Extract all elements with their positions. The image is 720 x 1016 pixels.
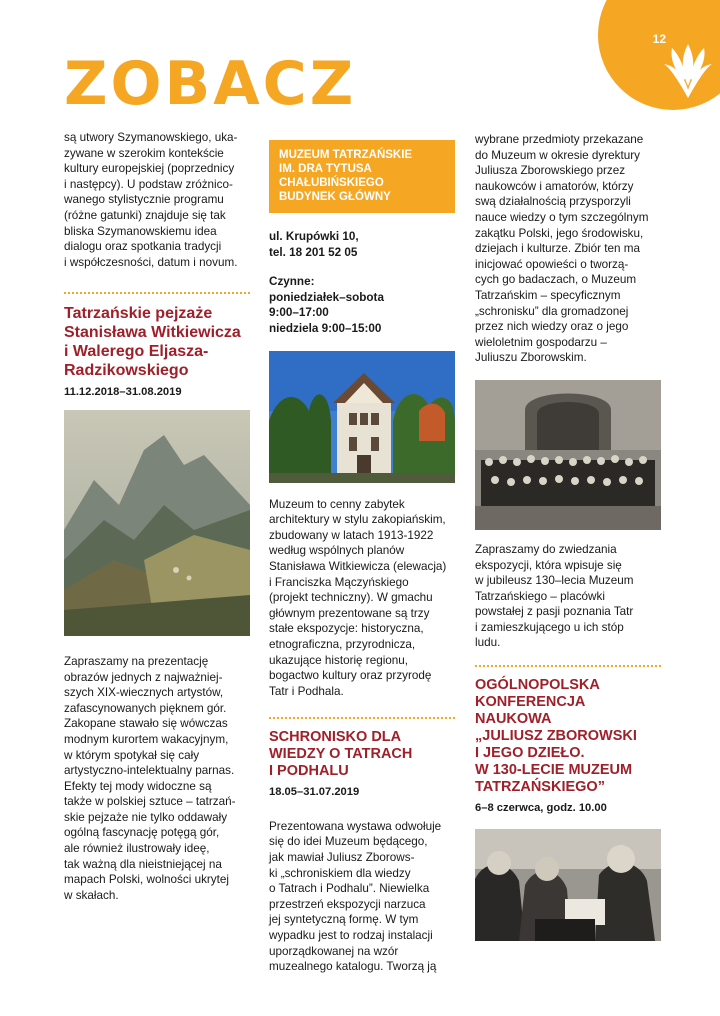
mountain-painting-image xyxy=(64,410,250,636)
dotted-divider xyxy=(64,292,250,294)
section-dates: 11.12.2018–31.08.2019 xyxy=(64,386,182,399)
col2-body-text: Muzeum to cenny zabytek architektury w stylu zakopiańskim, zbudowany w latach 1913-1922 według wspólnych planów Stanisława Witkiewicza (elewacja) i Franciszka Mączyńskiego (projekt techniczny). W gmachu głównym prezentowane są trzy stałe ekspozycje: historyczna, etnograficzna, przyrodnicza, ukazujące historię regionu, bogactwo kultury oraz przyrodę Tatr i Podhala. xyxy=(269,497,447,698)
conference-photo-image xyxy=(475,829,661,941)
section-dates: 18.05–31.07.2019 xyxy=(269,786,360,799)
opening-hours: Czynne: poniedziałek–sobota 9:00–17:00 niedziela 9:00–15:00 xyxy=(269,275,384,335)
column-2 xyxy=(269,132,455,975)
section-title-pejzaze: Tatrzańskie pejzaże Stanisława Witkiewicza i Walerego Eljasza- Radzikowskiego xyxy=(64,305,241,380)
page-title: ZOBACZ xyxy=(64,49,357,119)
dotted-divider xyxy=(269,717,455,719)
museum-address: ul. Krupówki 10, tel. 18 201 52 05 xyxy=(269,230,359,259)
column-3 xyxy=(475,132,661,959)
dotted-divider xyxy=(475,665,661,667)
museum-name-box: MUZEUM TATRZAŃSKIE IM. DRA TYTUSA CHAŁUBIŃSKIEGO BUDYNEK GŁÓWNY xyxy=(269,140,455,213)
wheat-leaf-icon xyxy=(660,40,716,100)
col1-intro-text: są utwory Szymanowskiego, uka- zywane w szerokim kontekście kultury europejskiej (poprzednicy i następcy). U podstaw zróżnico- wanego stylistycznie programu (różne gatunki) znajduje się tak bliska Szymanowskiemu idea dialogu oraz spotkania tradycji i współczesności, datum i novum. xyxy=(64,131,238,269)
section-title-konferencja: OGÓLNOPOLSKA KONFERENCJA NAUKOWA „JULIUSZ ZBOROWSKI I JEGO DZIEŁO. W 130-LECIE MUZEUM TATRZAŃSKIEGO” xyxy=(475,677,637,796)
section-dates: 6–8 czerwca, godz. 10.00 xyxy=(475,802,607,815)
museum-building-image xyxy=(269,351,455,483)
page-number: 12 xyxy=(652,32,666,46)
col1-body-text: Zapraszamy na prezentację obrazów jednych z najważniej- szych XIX-wiecznych artystów, zafascynowanych pięknem gór. Zakopane stawało się wówczas modnym kurortem wakacyjnym, w którym spotykał się cały artystyczno-intelektualny parnas. Efekty tej mody widoczne są także w polskiej sztuce – tatrzań- skie pejzaże nie tylko oddawały ogólną fascynację potęgą gór, ale również ilustrowały ideę, tak ważną dla nieistniejącej na mapach Polski, wolności ukrytej w skałach. xyxy=(64,654,236,902)
col3-intro-text: wybrane przedmioty przekazane do Muzeum w okresie dyrektury Juliusza Zborowskiego przez naukowców i amatorów, którzy swą działalnością przysporzyli nauce wiedzy o tym szczególnym zakątku Polski, jego środowisku, dziejach i kulturze. Zbiór ten ma inicjować opowieści o tworzą- cych go badaczach, o Muzeum Tatrzańskim – specyficznym „schronisku” dla gromadzonej przez nich wiedzy oraz o jego wieloletnim gospodarzu – Juliuszu Zborowskim. xyxy=(475,133,649,365)
column-1 xyxy=(64,130,250,903)
col2-section-body-text: Prezentowana wystawa odwołuje się do idei Muzeum będącego, jak mawiał Juliusz Zborows- ki „schroniskiem dla wiedzy o Tatrach i Podhalu”. Niewielka przestrzeń ekspozycji narzuca jej syntetyczną formę. W tym wypadku jest to rodzaj instalacji uporządkowanej na wzór muzealnego katalogu. Tworzą ją xyxy=(269,819,442,974)
col3-body-text: Zapraszamy do zwiedzania ekspozycji, która wpisuje się w jubileusz 130–lecia Muzeum Tatrzańskiego – placówki powstałej z pasji poznania Tatr i zamieszkującego u ich stóp ludu. xyxy=(475,542,634,650)
section-title-schronisko: SCHRONISKO DLA WIEDZY O TATRACH I PODHALU xyxy=(269,729,413,780)
group-photo-image xyxy=(475,380,661,530)
